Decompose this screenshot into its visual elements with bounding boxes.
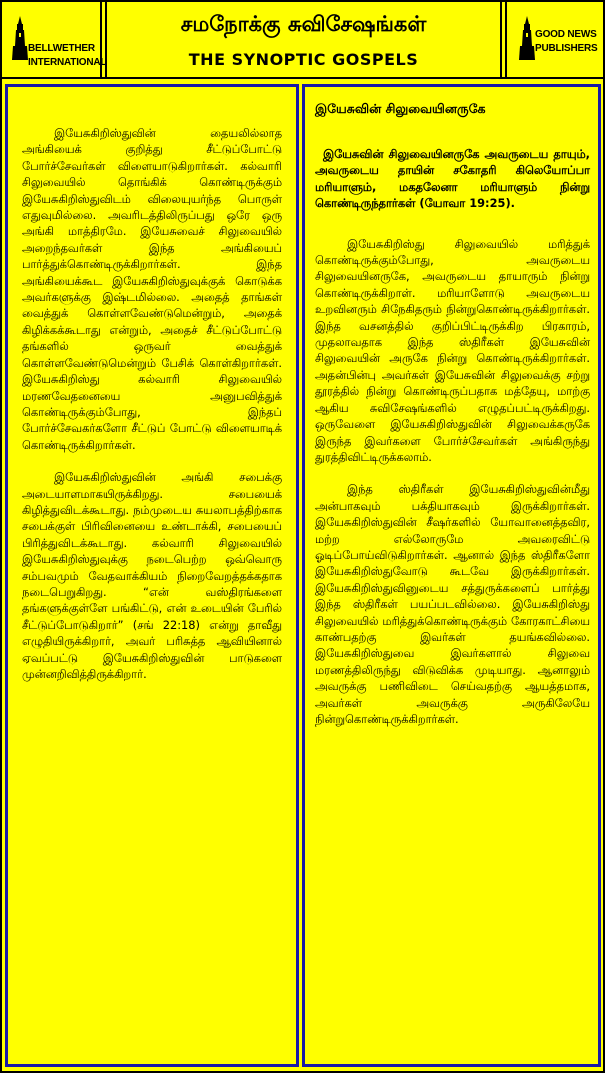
logo-right-line1: GOOD NEWS [535, 29, 597, 40]
page-title-english: THE SYNOPTIC GOSPELS [188, 50, 419, 69]
left-column [5, 84, 299, 1067]
tower-icon [519, 16, 535, 60]
logo-bellwether [2, 2, 107, 77]
tower-icon [12, 16, 28, 60]
logo-left-line1: BELLWETHER [28, 43, 95, 54]
right-column [302, 84, 601, 1067]
section-heading: இயேசுவின் சிலுவையினருகே [315, 101, 486, 116]
right-paragraph-2: இந்த ஸ்திரீகள் இயேசுகிறிஸ்துவின்மீது அன்பாகவும் பக்தியாகவும் இருக்கிறார்கள். இயேசுகிறிஸ்துவின் சீஷர்களில் யோவானைத்தவிர, மற்ற எல்லோருமே அவரைவிட்டு ஓடிப்போய்விடுகிறார்கள். ஆனால் இந்த ஸ்திரீகளோ இயேசுகிறிஸ்துவோடு கூடவே இருக்கிறார்கள். இயேசுகிறிஸ்துவினுடைய சத்துருக்களைப் பார்த்து இந்த ஸ்திரீகள் பயப்படவில்லை. இயேசுகிறிஸ்து சிலுவையில் மரித்துக்கொண்டிருக்கும் கோரகாட்சியை காண்பதற்கு இவர்கள் தயங்கவில்லை. இயேசுகிறிஸ்துவை இவர்களால் சிலுவை மரணத்திலிருந்து விடுவிக்க முடியாது. ஆனாலும் அவருக்கு பணிவிடை செய்வதற்கு ஆயத்தமாக, அவர்கள் அவருக்கு அருகிலேயே நின்றுகொண்டிருக்கிறார்கள். [315, 482, 590, 726]
logo-left-line2: INTERNATIONAL [28, 57, 107, 68]
left-paragraph-2: இயேசுகிறிஸ்துவின் அங்கி சபைக்கு அடையாளமாகயிருக்கிறது. சபையைக் கிழித்துவிடக்கூடாது. நம்முடைய சுயலாபத்திற்காக சபைக்குள் பிரிவினையை உண்டாக்கி, சபையைப் பிரித்துவிடக்கூடாது. கல்வாரி சிலுவையில் இயேசுகிறிஸ்துவுக்கு நடைபெற்ற ஒவ்வொரு சம்பவமும் வேதவாக்கியம் நிறைவேறத்தக்கதாக நடைபெறுகிறது. “என் வஸ்திரங்களை தங்களுக்குள்ளே பங்கிட்டு, என் உடையின் பேரில் சீட்டுப்போடுகிறார்” (சங் 22:18) என்று தாவீது எழுதியிருக்கிறார், அவர் பரிசுத்த ஆவியினால் ஏவப்பட்டு இயேசுகிறிஸ்துவின் பாடுகளை முன்னறிவித்திருக்கிறார். [22, 470, 282, 681]
right-paragraph-1: இயேசுகிறிஸ்து சிலுவையில் மரித்துக் கொண்டிருக்கும்போது, அவருடைய சிலுவையினருகே, அவருடைய தாயாரும் நின்று கொண்டிருக்கிறாள். மரியாளோடு அவருடைய உறவினரும் சிநேகிதரும் நின்றுகொண்டிருக்கிறார்கள். இந்த வசனத்தில் குறிப்பிட்டிருக்கிற பிரகாரம், முதலாவதாக இந்த ஸ்திரீகள் இயேசுவின் சிலுவையின் அருகே நின்று கொண்டிருக்கிறார்கள். அதன்பின்பு அவர்கள் இயேசுவின் சிலுவைக்கு சற்று தூரத்தில் நின்று கொண்டிருப்பதாக மத்தேயு, மாற்கு ஆகிய சுவிசேஷங்களில் எழுதப்பட்டிருக்கிறது. ஒருவேளை இயேசுகிறிஸ்துவின் சிலுவைக்கருகே இருந்த இவர்களை போர்ச்சேவர்கள் அங்கிருந்து துரத்திவிட்டிருக்கலாம். [315, 236, 590, 464]
left-paragraph-1: இயேசுகிறிஸ்துவின் தையலில்லாத அங்கியைக் குறித்து சீட்டுப்போட்டு போர்ச்சேவர்கள் விளையாடுகிறார்கள். கல்வாரி சிலுவையில் தொங்கிக் கொண்டிருக்கும் இயேசுகிறிஸ்துவிடம் விலையுயர்ந்த பொருள் எதுவுமில்லை. அவரிடத்திலிருப்பது ஒரே ஒரு அங்கி மாத்திரமே. இயேசுவைச் சிலுவையில் அறைந்தவர்கள் இந்த அங்கியைப் பார்த்துக்கொண்டிருக்கிறார்கள். இந்த அங்கியைக்கூட இயேசுகிறிஸ்துவுக்குக் கொடுக்க அவர்களுக்கு இஷ்டமில்லை. அதைத் தாங்கள் வைத்துக் கொள்ளவேண்டுமென்றும், அதைக் கிழிக்கக்கூடாது என்றும், அதைச் சீட்டுப்போட்டு தங்களில் ஒருவர் வைத்துக் கொள்ளவேண்டுமென்றும் பேசிக் கொள்கிறார்கள். இயேசுகிறிஸ்து கல்வாரி சிலுவையில் மரணவேதனையை அனுபவித்துக் கொண்டிருக்கும்போது, இந்தப் போர்ச்சேவகர்களோ சீட்டுப் போட்டு விளையாடிக் கொண்டிருக்கிறார்கள். [22, 126, 282, 452]
header [2, 2, 603, 79]
title-area [107, 2, 500, 77]
logo-good-news [500, 2, 603, 77]
scripture-verse: இயேசுவின் சிலுவையினருகே அவருடைய தாயும், அவருடைய தாயின் சகோதரி கிலெயோப்பா மரியாளும், மகதலேனா மரியாளும் நின்று கொண்டிருந்தார்கள் (யோவா 19:25). [315, 147, 590, 211]
logo-right-line2: PUBLISHERS [535, 43, 598, 54]
page-title-tamil: சமநோக்கு சுவிசேஷங்கள் [180, 12, 427, 36]
